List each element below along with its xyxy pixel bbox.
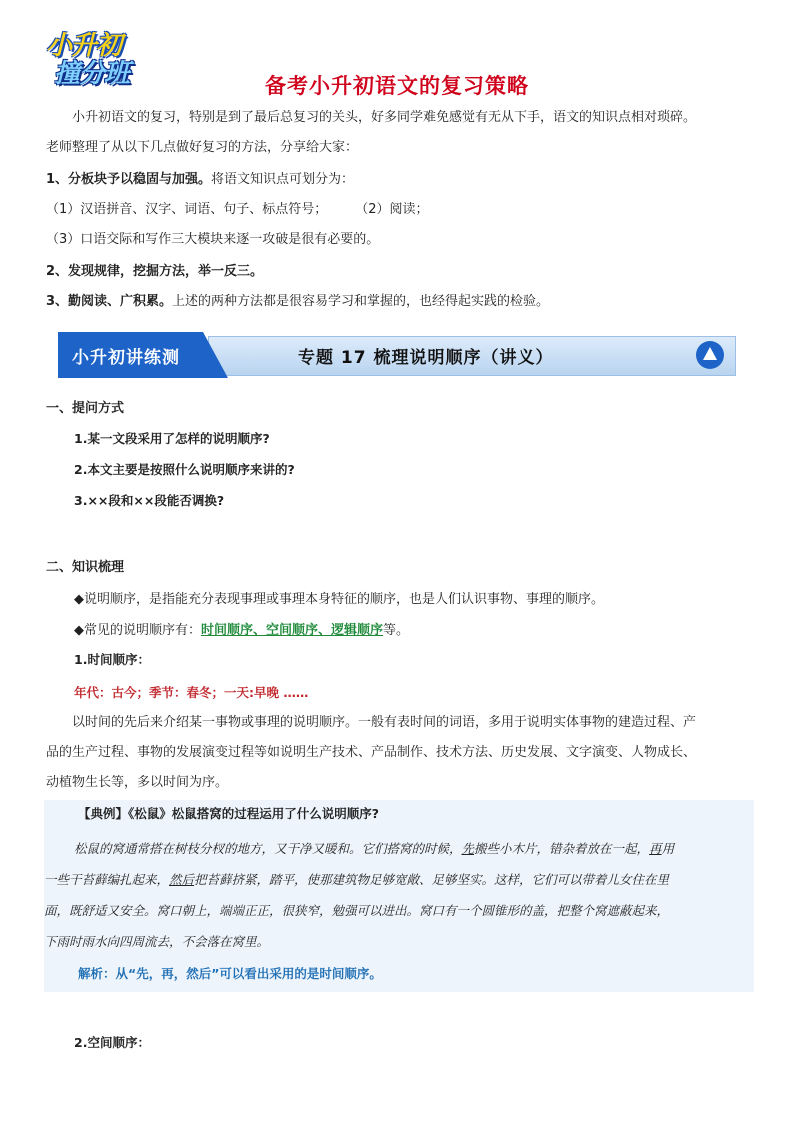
example-line-2-a: 一些干苔藓编扎起来， bbox=[44, 872, 170, 887]
order-types-highlight: 时间顺序、空间顺序、逻辑顺序 bbox=[201, 623, 384, 638]
banner-topic-title: 专题 17 梳理说明顺序（讲义） bbox=[298, 348, 554, 368]
strategy-1-part-a: （1）汉语拼音、汉字、词语、句子、标点符号； bbox=[46, 202, 328, 217]
strategy-1-heading: 1、分板块予以稳固与加强。 bbox=[46, 172, 212, 187]
strategy-1-parts bbox=[46, 200, 754, 220]
triangle-up-icon bbox=[696, 341, 724, 369]
section-2-title: 二、知识梳理 bbox=[46, 560, 125, 575]
strategy-3-text: 上述的两种方法都是很容易学习和掌握的，也经得起实践的检验。 bbox=[172, 294, 550, 309]
strategy-3 bbox=[46, 292, 754, 312]
keyword-then: 再 bbox=[649, 841, 662, 856]
logo-line-1: 小升初 bbox=[46, 31, 122, 61]
question-2: 2.本文主要是按照什么说明顺序来讲的? bbox=[74, 462, 295, 477]
time-order-desc-3: 动植物生长等，多以时间为序。 bbox=[46, 775, 229, 790]
page-title: 备考小升初语文的复习策略 bbox=[265, 74, 529, 98]
bullet-types-prefix: ◆常见的说明顺序有： bbox=[74, 623, 201, 638]
example-line-1-c: 用 bbox=[661, 841, 675, 856]
keyword-first: 先 bbox=[461, 841, 475, 856]
example-line-2 bbox=[44, 864, 754, 895]
keyword-after: 然后 bbox=[169, 872, 195, 887]
question-3: 3.××段和××段能否调换? bbox=[74, 493, 225, 508]
example-line-2-b: 把苔藓挤紧，踏平，使那建筑物足够宽敞、足够坚实。这样，它们可以带着儿女住在里 bbox=[194, 872, 670, 887]
banner-series-label: 小升初讲练测 bbox=[72, 348, 180, 368]
example-line-3: 面，既舒适又安全。窝口朝上，端端正正，很狭窄，勉强可以进出。窝口有一个圆锥形的盖，把整个窝遮蔽起来， bbox=[44, 903, 670, 918]
strategy-1-text: 将语文知识点可划分为： bbox=[211, 172, 355, 187]
subheading-space-order: 2.空间顺序： bbox=[74, 1035, 150, 1050]
bullet-definition: ◆说明顺序，是指能充分表现事理或事理本身特征的顺序，也是人们认识事物、事理的顺序。 bbox=[74, 592, 604, 607]
question-1: 1.某一文段采用了怎样的说明顺序? bbox=[74, 431, 270, 446]
subheading-time-order: 1.时间顺序： bbox=[74, 652, 150, 667]
logo-line-2: 撞分班 bbox=[54, 59, 130, 89]
intro-paragraph-2: 老师整理了从以下几点做好复习的方法，分享给大家： bbox=[46, 140, 359, 155]
section-banner bbox=[58, 332, 738, 378]
intro-paragraph-1: 小升初语文的复习，特别是到了最后总复习的关头，好多同学难免感觉有无从下手，语文的知识点相对琐碎。 bbox=[72, 110, 697, 125]
strategy-2: 2、发现规律，挖掘方法，举一反三。 bbox=[46, 264, 264, 279]
example-box bbox=[44, 800, 754, 992]
bullet-types-suffix: 等。 bbox=[383, 623, 410, 638]
example-heading: 【典例】《松鼠》松鼠搭窝的过程运用了什么说明顺序? bbox=[78, 806, 380, 821]
example-line-1 bbox=[44, 833, 784, 864]
time-order-desc-1: 以时间的先后来介绍某一事物或事理的说明顺序。一般有表时间的词语，多用于说明实体事物的建造过程、产 bbox=[72, 715, 697, 730]
example-analysis: 解析：从“先，再，然后”可以看出采用的是时间顺序。 bbox=[78, 966, 382, 981]
strategy-1-part-c: （3）口语交际和写作三大模块来逐一攻破是很有必要的。 bbox=[46, 232, 380, 247]
example-line-1-a: 松鼠的窝通常搭在树枝分杈的地方，又干净又暖和。它们搭窝的时候， bbox=[74, 841, 462, 856]
example-line-4: 下雨时雨水向四周流去，不会落在窝里。 bbox=[44, 934, 270, 949]
strategy-1-part-b: （2）阅读； bbox=[355, 202, 429, 217]
time-order-desc-2: 品的生产过程、事物的发展演变过程等如说明生产技术、产品制作、技术方法、历史发展、文字演变、人物成长、 bbox=[46, 745, 697, 760]
section-1-title: 一、提问方式 bbox=[46, 401, 125, 416]
strategy-1 bbox=[46, 170, 754, 190]
strategy-3-heading: 3、勤阅读、广积累。 bbox=[46, 294, 173, 309]
bullet-types bbox=[74, 619, 409, 638]
example-line-1-b: 搬些小木片，错杂着放在一起， bbox=[474, 841, 650, 856]
time-examples: 年代：古今；季节：春冬；一天:早晚 …… bbox=[74, 685, 309, 700]
